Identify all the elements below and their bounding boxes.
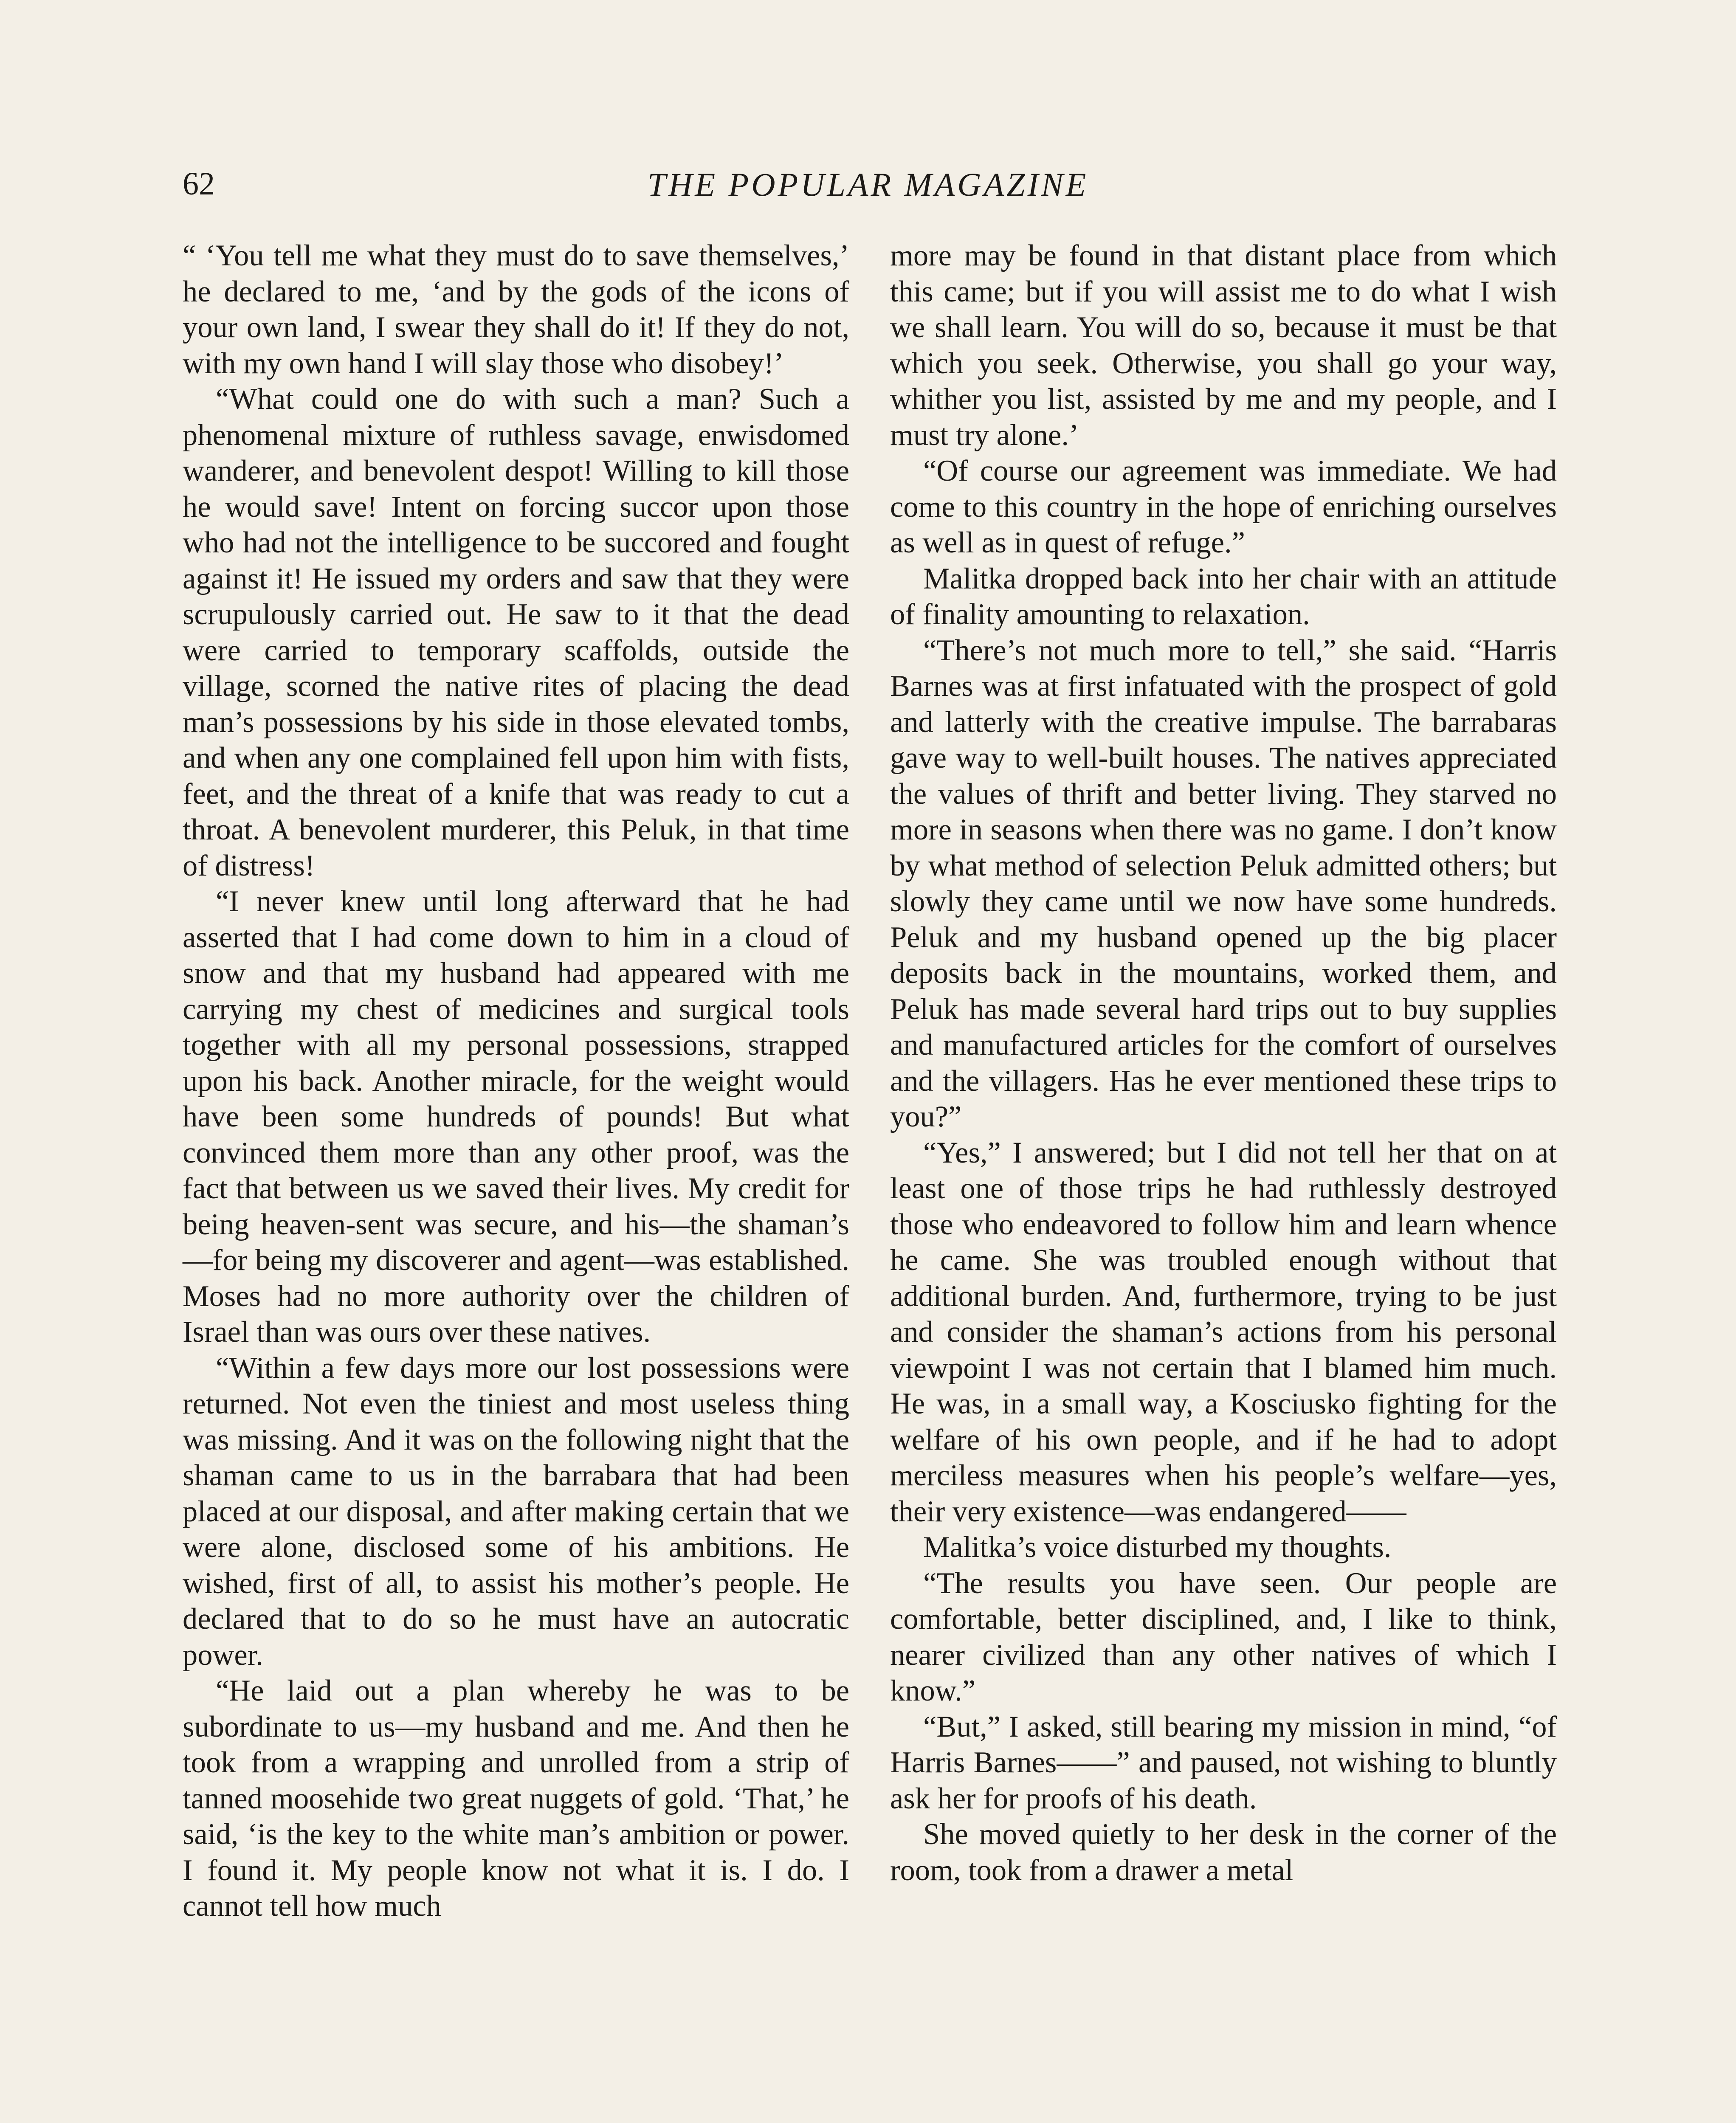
paragraph: Malitka’s voice disturbed my thoughts. [923,1531,1392,1564]
paragraph: “He laid out a plan whereby he was to be subordinate to us—my husband and me. And then he took from a wrapping and unrolled from a strip of tanned moosehide two great nuggets of gold. ‘That,’ he said, ‘is the key to the white man’s ambition or power. I found it. My people know not what it is. I do. I cannot tell how much [183,1674,849,1923]
paragraph: “I never knew until long afterward that he had asserted that I had come down to him in a cloud of snow and that my husband had appeared with me carrying my chest of medicines and surgical tools together with all my personal possessions, strapped upon his back. Another miracle, for the weight would have been some hundreds of pounds! But what convinced them more than any other proof, was the fact that between us we saved their lives. My credit for being heaven-sent was secure, and his—the shaman’s—for being my discoverer and agent—was established. Moses had no more authority over the children of Israel than was ours over these natives. [183,885,849,1349]
magazine-title: THE POPULAR MAGAZINE [647,166,1089,203]
paragraph: “What could one do with such a man? Such a phenomenal mixture of ruthless savage, enwisdomed wanderer, and benevolent despot! Willing to kill those he would save! Intent on forcing succor upon those who had not the intelligence to be succored and fought against it! He issued my orders and saw that they were scrupulously carried out. He saw to it that the dead were carried to temporary scaffolds, outside the village, scorned the native rites of placing the dead man’s possessions by his side in those elevated tombs, and when any one complained fell upon him with fists, feet, and the threat of a knife that was ready to cut a throat. A benevolent murderer, this Peluk, in that time of distress! [183,383,849,882]
paragraph: “But,” I asked, still bearing my mission in mind, “of Harris Barnes——” and paused, not wishing to bluntly ask her for proofs of his death. [890,1710,1557,1815]
paragraph: “Yes,” I answered; but I did not tell her that on at least one of those trips he had ruthlessly destroyed those who endeavored to follow him and learn whence he came. She was troubled enough without that additional burden. And, furthermore, trying to be just and consider the shaman’s actions from his personal viewpoint I was not certain that I blamed him much. He was, in a small way, a Kosciusko fighting for the welfare of his own people, and if he had to adopt merciless measures when his people’s welfare—yes, their very existence—was endangered—— [890,1136,1557,1528]
paragraph: “ ‘You tell me what they must do to save themselves,’ he declared to me, ‘and by the gods of the icons of your own land, I swear they shall do it! If they do not, with my own hand I will slay those who disobey!’ [183,239,849,380]
paragraph: Malitka dropped back into her chair with an attitude of finality amounting to relaxation. [890,562,1557,631]
paragraph: “Of course our agreement was immediate. We had come to this country in the hope of enriching ourselves as well as in quest of refuge.” [890,454,1557,559]
page-header [183,161,1553,217]
paragraph: She moved quietly to her desk in the corner of the room, took from a drawer a metal [890,1818,1557,1887]
text-column-right [890,238,1557,1888]
paragraph: “There’s not much more to tell,” she said. “Harris Barnes was at first infatuated with the prospect of gold and latterly with the creative impulse. The barrabaras gave way to well-built houses. The natives appreciated the values of thrift and better living. They starved no more in seasons when there was no game. I don’t know by what method of selection Peluk admitted others; but slowly they came until we now have some hundreds. Peluk and my husband opened up the big placer deposits back in the mountains, worked them, and Peluk has made several hard trips out to buy supplies and manufactured articles for the comfort of ourselves and the villagers. Has he ever mentioned these trips to you?” [890,634,1557,1133]
paragraph: more may be found in that distant place from which this came; but if you will assist me to do what I wish we shall learn. You will do so, because it must be that which you seek. Otherwise, you shall go your way, whither you list, assisted by me and my people, and I must try alone.’ [890,239,1557,452]
text-column-left [183,238,849,1924]
page-number: 62 [183,166,215,202]
paragraph: “Within a few days more our lost possessions were returned. Not even the tiniest and most useless thing was missing. And it was on the following night that the shaman came to us in the barrabara that had been placed at our disposal, and after making certain that we were alone, disclosed some of his ambitions. He wished, first of all, to assist his mother’s people. He declared that to do so he must have an autocratic power. [183,1351,849,1672]
paragraph: “The results you have seen. Our people are comfortable, better disciplined, and, I like to think, nearer civilized than any other natives of which I know.” [890,1566,1557,1707]
